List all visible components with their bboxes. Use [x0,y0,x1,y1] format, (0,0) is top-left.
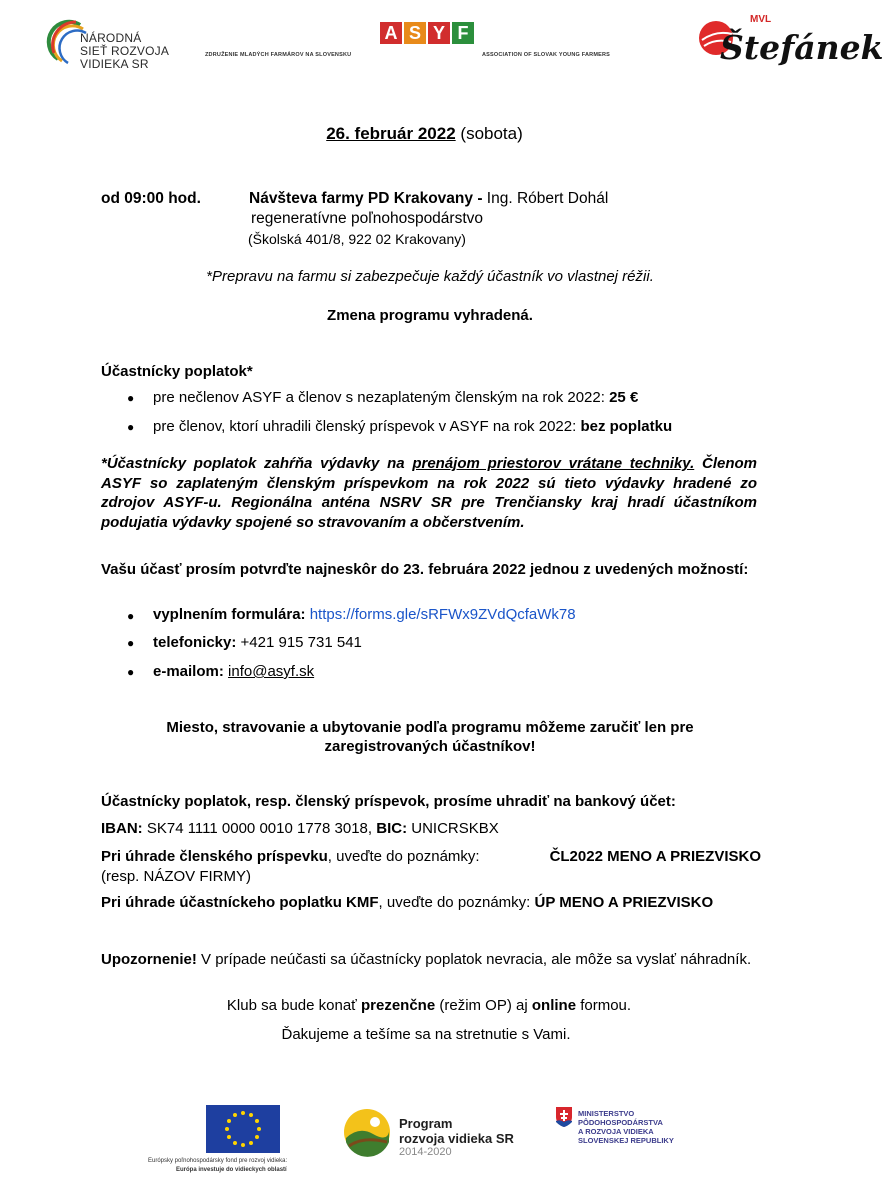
ministry-line-4: SLOVENSKEJ REPUBLIKY [578,1136,674,1145]
fee-note-part2: Členom ASYF so zaplateným členským príspevkom na rok 2022 sú tieto výdavky hradené zo zdrojov ASYF-u. Regionálna anténa NSRV SR pre Trenčiansky kraj hradí účastníkom podujatia výdavky spojené so stravovaním a občerstvením. [101,455,758,531]
program-person: Ing. Róbert Dohál [486,190,609,207]
phone-value: +421 915 731 541 [240,634,362,651]
transport-note: *Prepravu na farmu si zabezpečuje každý účastník vo vlastnej réžii. [206,268,654,285]
day-text: (sobota) [460,124,523,143]
asyf-subtitle-en: ASSOCIATION OF SLOVAK YOUNG FARMERS [482,52,611,58]
program-title-line [249,190,608,208]
bullet-icon: ● [127,609,135,623]
fee-item-value: bez poplatku [580,418,673,435]
kmf-mid: , uveďte do poznámky: [378,894,531,911]
event-date [0,124,849,144]
member-payment-note [101,847,761,887]
club-part2: (režim OP) aj [439,997,528,1014]
eu-flag-icon [206,1105,280,1153]
asyf-letter-a: A [380,22,402,44]
warning-text: V prípade neúčasti sa účastnícky poplatok nevracia, ale môže sa vyslať náhradník. [201,951,752,968]
eu-caption-1: Európsky poľnohospodársky fond pre rozvoj vidieka: [148,1158,288,1164]
email-label: e-mailom: [153,663,224,680]
bic-label: BIC: [376,820,408,837]
fee-note [101,454,757,532]
iban-line [101,820,499,837]
form-link[interactable]: https://forms.gle/sRFWx9ZVdQcfaWk78 [309,606,576,623]
member-alt: (resp. NÁZOV FIRMY) [101,868,252,885]
fee-note-part1: *Účastnícky poplatok zahŕňa výdavky na [101,455,405,472]
prv-emblem-icon [343,1108,391,1156]
stefanek-mvl: MVL [750,14,772,25]
date-text: 26. február 2022 [326,124,456,143]
nsrv-line-1: NÁRODNÁ [80,31,142,45]
fee-item-text: pre nečlenov ASYF a členov s nezaplateným členským na rok 2022: [153,389,605,406]
nsrv-line-2: SIEŤ ROZVOJA [80,44,170,58]
slovak-coat-of-arms-icon [556,1107,572,1127]
change-note: Zmena programu vyhradená. [327,307,533,324]
warning-note [101,950,757,970]
club-note [0,997,858,1014]
form-label: vyplnením formulára: [153,606,306,623]
bullet-icon: ● [127,636,135,650]
prv-logo [343,1108,533,1163]
ministry-line-1: MINISTERSTVO [578,1109,635,1118]
member-code: ČL2022 MENO A PRIEZVISKO [549,848,761,865]
guarantee-line-1: Miesto, stravovanie a ubytovanie podľa programu môžeme zaručiť len pre [166,719,694,736]
iban-value: SK74 1111 0000 0010 1778 3018, [146,820,373,837]
confirm-text: Vašu účasť prosím potvrďte najneskôr do 23. februára 2022 jednou z uvedených možností: [101,561,749,578]
thanks-note: Ďakujeme a tešíme sa na stretnutie s Vami. [281,1026,571,1043]
prv-line-2: rozvoja vidieka SR [399,1131,514,1146]
prv-line-1: Program [399,1116,453,1131]
club-bold2: online [531,997,577,1014]
stefanek-logo [698,14,884,74]
member-mid: , uveďte do poznámky: [327,848,480,865]
bullet-icon: ● [127,665,135,679]
program-time: od 09:00 hod. [101,190,201,207]
fee-heading: Účastnícky poplatok* [101,363,253,380]
bullet-icon: ● [127,420,135,434]
guarantee-line-2: zaregistrovaných účastníkov! [324,738,536,755]
ministry-line-2: PÔDOHOSPODÁRSTVA [578,1118,663,1127]
asyf-letter-s: S [404,22,426,44]
nsrv-logo [50,17,170,77]
kmf-payment-note [101,894,713,911]
prv-years: 2014-2020 [399,1146,452,1158]
program-subtitle: regeneratívne poľnohospodárstvo [251,210,484,227]
asyf-subtitle-sk: ZDRUŽENIE MLADÝCH FARMÁROV NA SLOVENSKU [205,52,352,58]
guarantee-note [0,718,860,756]
member-label: Pri úhrade členského príspevku [101,848,328,865]
stefanek-name: Štefánek [720,28,884,67]
fee-note-underlined: prenájom priestorov vrátane techniky. [412,455,695,472]
club-bold1: prezenčne [360,997,436,1014]
nsrv-line-3: VIDIEKA SR [80,57,149,71]
asyf-letter-f: F [452,22,474,44]
iban-label: IBAN: [101,820,143,837]
ministry-logo [556,1107,696,1157]
program-title: Návšteva farmy PD Krakovany - [249,190,483,207]
email-link[interactable]: info@asyf.sk [228,663,315,680]
bullet-icon: ● [127,391,135,405]
ministry-text [578,1109,674,1145]
fee-item-value: 25 € [609,389,639,406]
program-address: (Školská 401/8, 922 02 Krakovany) [248,231,466,247]
ministry-line-3: A ROZVOJA VIDIEKA [578,1127,654,1136]
warning-label: Upozornenie! [101,951,197,968]
club-part1: Klub sa bude konať [226,997,357,1014]
eu-logo [148,1105,338,1175]
kmf-label: Pri úhrade účastníckeho poplatku KMF [101,894,379,911]
kmf-code: ÚP MENO A PRIEZVISKO [534,894,714,911]
fee-item-text: pre členov, ktorí uhradili členský príspevok v ASYF na rok 2022: [153,418,577,435]
club-part3: formou. [580,997,632,1014]
eu-caption-2: Európa investuje do vidieckych oblastí [176,1167,287,1173]
asyf-letter-y: Y [428,22,450,44]
phone-label: telefonicky: [153,634,237,651]
payment-heading: Účastnícky poplatok, resp. členský príspevok, prosíme uhradiť na bankový účet: [101,793,676,810]
bic-value: UNICRSKBX [411,820,499,837]
